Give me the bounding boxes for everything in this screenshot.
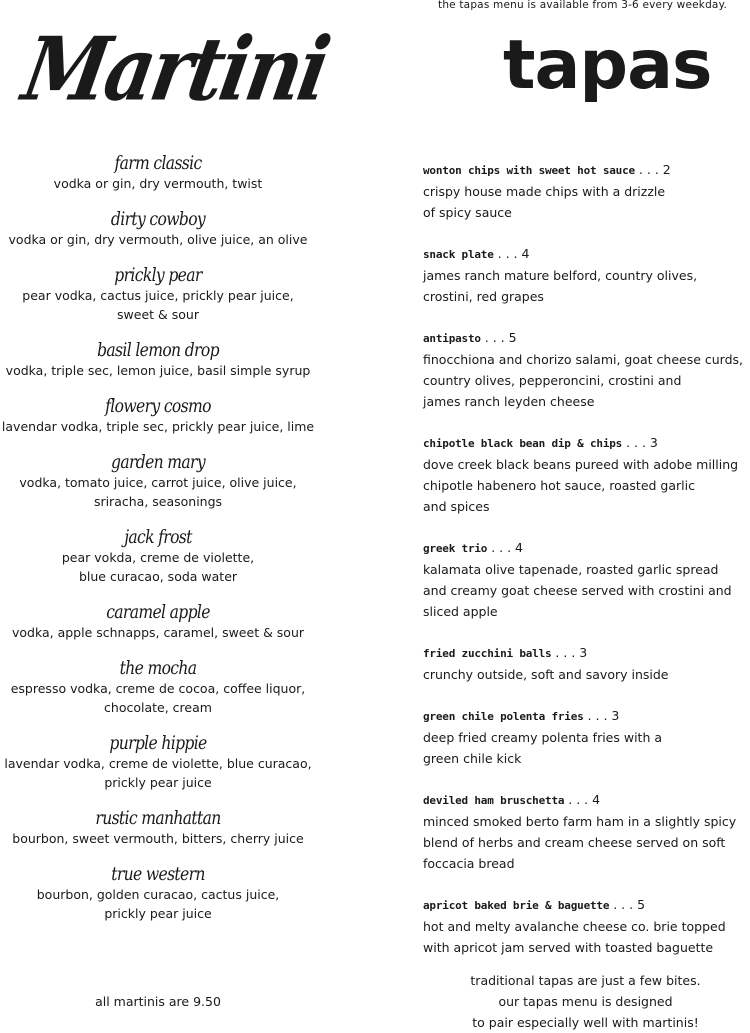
tapa-description-line: sliced apple	[423, 604, 498, 619]
tapa-price: . . . 3	[583, 708, 620, 723]
tapa-price: . . . 3	[551, 645, 588, 660]
tapa-description-line: crunchy outside, soft and savory inside	[423, 667, 669, 682]
tapa-description-line: crispy house made chips with a drizzle	[423, 184, 666, 199]
martini-name: rustic manhattan	[95, 807, 221, 829]
martini-name: jack frost	[124, 526, 192, 548]
martini-description-line: espresso vodka, creme de cocoa, coffee liquor,	[10, 681, 306, 696]
tapas-list	[423, 160, 748, 979]
tapa-name: wonton chips with sweet hot sauce	[423, 164, 635, 177]
martini-name: garden mary	[111, 451, 205, 473]
martini-item	[0, 339, 316, 380]
tapa-description-line: of spicy sauce	[423, 205, 512, 220]
tapa-price: . . . 3	[622, 435, 658, 450]
tapa-name: green chile polenta fries	[423, 710, 584, 723]
tapa-heading	[423, 433, 748, 454]
spacer	[0, 642, 316, 657]
tapa-description-line: kalamata olive tapenade, roasted garlic spread	[423, 562, 719, 577]
martini-item	[0, 451, 316, 511]
martini-name: flowery cosmo	[105, 395, 211, 417]
tapa-item	[423, 328, 748, 412]
martini-description-line: bourbon, golden curacao, cactus juice,	[36, 887, 280, 902]
martini-description-line: sriracha, seasonings	[93, 494, 223, 509]
tapa-item	[423, 790, 748, 874]
martini-item	[0, 657, 316, 717]
martini-price-note: all martinis are 9.50	[95, 994, 221, 1009]
tapa-description-line: country olives, pepperoncini, crostini and	[423, 373, 682, 388]
tapa-item	[423, 895, 748, 958]
tapa-price: . . . 4	[564, 792, 601, 807]
martini-description-line: vodka, apple schnapps, caramel, sweet & sour	[11, 625, 305, 640]
spacer	[0, 193, 316, 208]
tapa-description-line: deep fried creamy polenta fries with a	[423, 730, 663, 745]
martini-item	[0, 526, 316, 586]
martini-item	[0, 208, 316, 249]
tapa-heading	[423, 328, 748, 349]
tapas-note-line: our tapas menu is designed	[498, 994, 673, 1009]
martini-name: true western	[111, 863, 205, 885]
tapa-description-line: green chile kick	[423, 751, 522, 766]
spacer	[0, 380, 316, 395]
tapa-name: snack plate	[423, 248, 494, 261]
spacer	[0, 792, 316, 807]
martini-description-line: chocolate, cream	[104, 700, 212, 715]
martini-description-line: lavendar vodka, creme de violette, blue curacao,	[4, 756, 312, 771]
tapa-item	[423, 643, 748, 685]
tapa-heading	[423, 895, 748, 916]
tapas-note-line: to pair especially well with martinis!	[472, 1015, 699, 1030]
tapa-item	[423, 706, 748, 769]
spacer	[0, 249, 316, 264]
tapa-price: . . . 4	[487, 540, 524, 555]
martini-description-line: prickly pear juice	[104, 906, 212, 921]
tapa-heading	[423, 790, 748, 811]
spacer	[0, 586, 316, 601]
tapa-description-line: crostini, red grapes	[423, 289, 544, 304]
martini-description-line: blue curacao, soda water	[78, 569, 238, 584]
tapa-price: . . . 4	[493, 246, 530, 261]
martini-name: caramel apple	[106, 601, 210, 623]
martini-description-line: sweet & sour	[117, 307, 199, 322]
tapa-description-line: minced smoked berto farm ham in a slightly spicy	[423, 814, 737, 829]
spacer	[0, 511, 316, 526]
martini-description-line: pear vokda, creme de violette,	[61, 550, 255, 565]
tapas-note-line: traditional tapas are just a few bites.	[470, 973, 701, 988]
martini-item	[0, 601, 316, 642]
tapa-description-line: and spices	[423, 499, 490, 514]
martini-description-line: pear vodka, cactus juice, prickly pear juice,	[22, 288, 294, 303]
tapa-description-line: foccacia bread	[423, 856, 515, 871]
tapa-price: . . . 2	[634, 162, 671, 177]
tapa-description-line: hot and melty avalanche cheese co. brie topped	[423, 919, 726, 934]
tapa-name: fried zucchini balls	[423, 647, 552, 660]
martini-name: the mocha	[119, 657, 197, 679]
tapa-heading	[423, 160, 748, 181]
tapa-description-line: finocchiona and chorizo salami, goat cheese curds,	[423, 352, 744, 367]
martini-name: farm classic	[114, 152, 202, 174]
tapa-name: deviled ham bruschetta	[423, 794, 565, 807]
martini-name: prickly pear	[114, 264, 202, 286]
tapas-availability-note: the tapas menu is available from 3-6 every weekday.	[438, 0, 728, 11]
martini-item	[0, 732, 316, 792]
martini-name: dirty cowboy	[110, 208, 206, 230]
tapa-price: . . . 5	[480, 330, 517, 345]
tapa-name: antipasto	[423, 332, 481, 345]
martini-description-line: vodka or gin, dry vermouth, olive juice, an olive	[8, 232, 308, 247]
tapa-item	[423, 538, 748, 622]
tapa-heading	[423, 643, 748, 664]
tapa-description-line: and creamy goat cheese served with crostini and	[423, 583, 732, 598]
tapa-description-line: blend of herbs and cream cheese served on soft	[423, 835, 726, 850]
spacer	[0, 324, 316, 339]
martini-item	[0, 264, 316, 324]
spacer	[0, 436, 316, 451]
martini-item	[0, 395, 316, 436]
tapa-item	[423, 433, 748, 517]
tapa-heading	[423, 706, 748, 727]
tapas-footer-note	[423, 970, 748, 1033]
tapa-name: apricot baked brie & baguette	[423, 899, 610, 912]
martini-list	[0, 152, 316, 923]
spacer	[0, 848, 316, 863]
tapa-name: greek trio	[423, 542, 488, 555]
martini-description-line: vodka, tomato juice, carrot juice, olive juice,	[19, 475, 297, 490]
tapa-name: chipotle black bean dip & chips	[423, 437, 623, 450]
martini-item	[0, 152, 316, 193]
tapa-price: . . . 5	[609, 897, 646, 912]
tapa-item	[423, 160, 748, 223]
spacer	[0, 717, 316, 732]
martini-item	[0, 807, 316, 848]
martini-name: purple hippie	[109, 732, 207, 754]
tapa-description-line: chipotle habenero hot sauce, roasted garlic	[423, 478, 695, 493]
tapa-description-line: dove creek black beans pureed with adobe milling	[423, 457, 739, 472]
martini-description-line: lavendar vodka, triple sec, prickly pear juice, lime	[1, 419, 315, 434]
martini-description-line: prickly pear juice	[104, 775, 212, 790]
tapa-heading	[423, 244, 748, 265]
martini-description-line: vodka or gin, dry vermouth, twist	[53, 176, 263, 191]
tapa-heading	[423, 538, 748, 559]
tapa-description-line: james ranch mature belford, country olives,	[423, 268, 698, 283]
tapa-description-line: james ranch leyden cheese	[423, 394, 595, 409]
martini-description-line: bourbon, sweet vermouth, bitters, cherry juice	[12, 831, 304, 846]
martini-title: Martini	[15, 18, 335, 121]
martini-name: basil lemon drop	[97, 339, 219, 361]
tapas-title: tapas	[503, 26, 712, 105]
martini-item	[0, 863, 316, 923]
martini-description-line: vodka, triple sec, lemon juice, basil simple syrup	[5, 363, 311, 378]
tapa-item	[423, 244, 748, 307]
tapa-description-line: with apricot jam served with toasted baguette	[423, 940, 714, 955]
